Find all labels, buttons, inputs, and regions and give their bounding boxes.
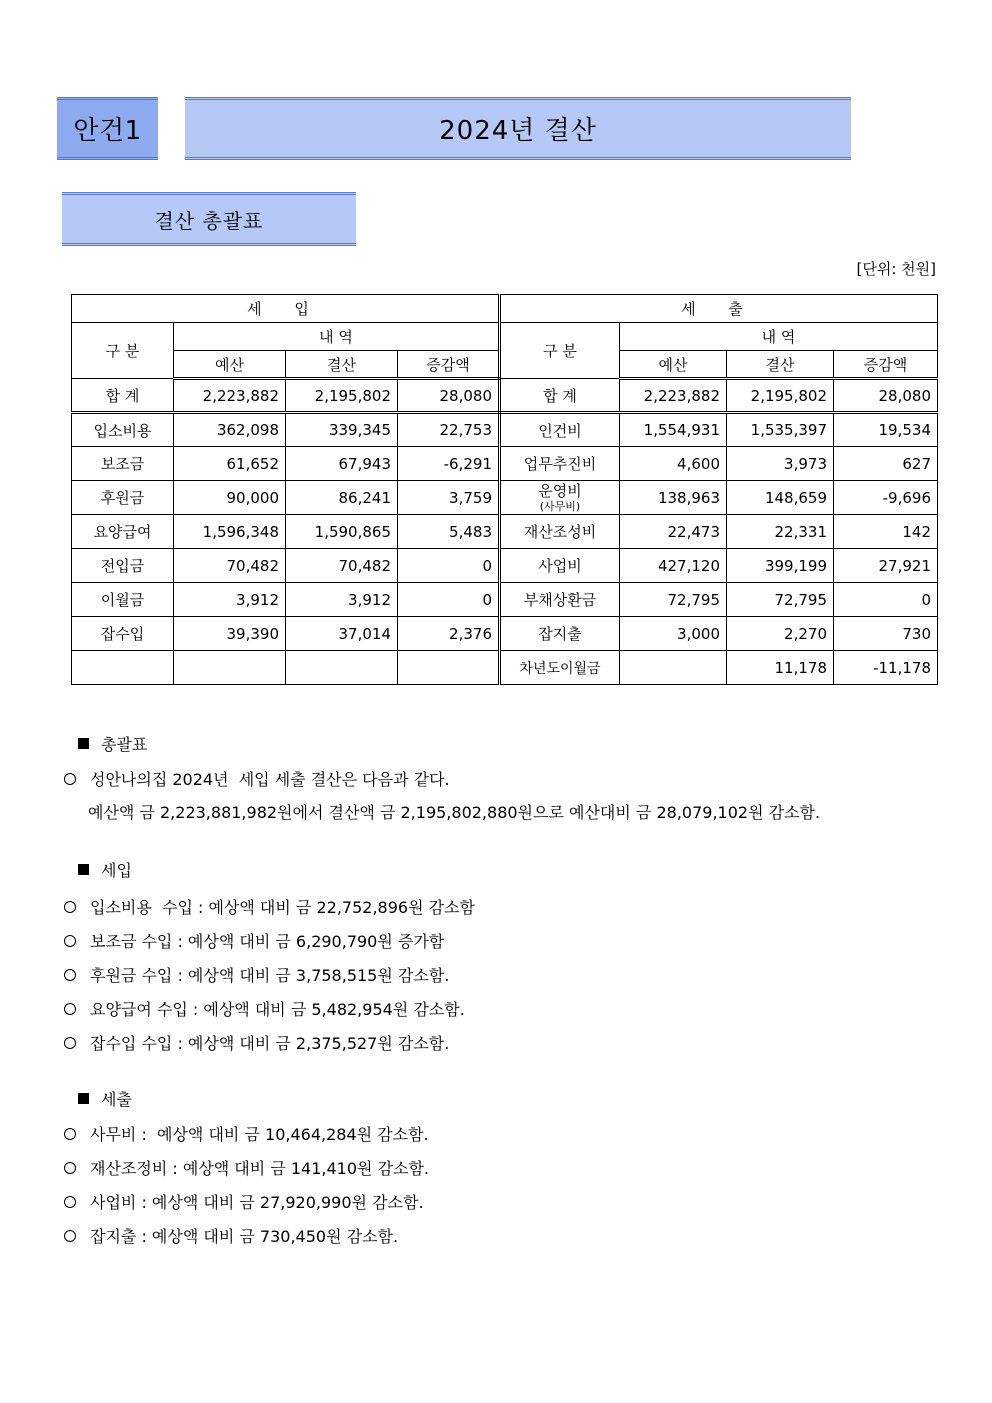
income-budget xyxy=(174,651,286,685)
expense-budget: 3,000 xyxy=(620,617,727,651)
income-diff: 22,753 xyxy=(398,413,500,447)
expense-settlement-header: 결산 xyxy=(727,351,834,379)
expense-diff-header: 증감액 xyxy=(834,351,938,379)
settlement-summary-table xyxy=(71,294,938,685)
expense-diff: -9,696 xyxy=(834,481,938,515)
income-item-name: 보조금 xyxy=(72,447,174,481)
expense-budget: 1,554,931 xyxy=(620,413,727,447)
expense-budget: 72,795 xyxy=(620,583,727,617)
square-bullet-icon xyxy=(78,1093,89,1104)
expense-settlement: 11,178 xyxy=(727,651,834,685)
expense-note-item-text: 잡지출 : 예상액 대비 금 730,450원 감소함. xyxy=(90,1227,399,1246)
income-settlement: 3,912 xyxy=(286,583,398,617)
income-note-item-text: 요양급여 수입 : 예상액 대비 금 5,482,954원 감소함. xyxy=(90,1000,465,1019)
expense-diff: -11,178 xyxy=(834,651,938,685)
expense-budget xyxy=(620,651,727,685)
income-note-item xyxy=(64,997,465,1020)
income-settlement: 37,014 xyxy=(286,617,398,651)
expense-item-label: 운영비 xyxy=(538,481,582,500)
circle-bullet-icon xyxy=(64,1128,76,1140)
circle-bullet-icon xyxy=(64,1230,76,1242)
total-row xyxy=(72,379,938,413)
table-row xyxy=(72,515,938,549)
income-budget-header: 예산 xyxy=(174,351,286,379)
expense-budget: 138,963 xyxy=(620,481,727,515)
income-category-header: 구 분 xyxy=(72,323,174,379)
income-budget: 2,223,882 xyxy=(174,379,286,413)
document-title-text: 2024년 결산 xyxy=(439,116,597,146)
expense-note-item xyxy=(64,1122,429,1145)
income-settlement: 67,943 xyxy=(286,447,398,481)
summary-heading xyxy=(78,732,147,755)
expense-settlement: 2,270 xyxy=(727,617,834,651)
expense-item-name: 사업비 xyxy=(500,549,620,583)
income-settlement xyxy=(286,651,398,685)
income-item-name: 전입금 xyxy=(72,549,174,583)
table-row xyxy=(72,413,938,447)
expense-heading xyxy=(78,1087,132,1110)
expense-settlement: 148,659 xyxy=(727,481,834,515)
income-note-item xyxy=(64,929,444,952)
expense-budget: 2,223,882 xyxy=(620,379,727,413)
income-heading-text: 세입 xyxy=(101,861,132,880)
summary-line-1-text: 성안나의집 2024년 세입 세출 결산은 다음과 같다. xyxy=(90,770,450,789)
income-item-name: 잡수입 xyxy=(72,617,174,651)
income-heading xyxy=(78,858,132,881)
expense-item-name: 합 계 xyxy=(500,379,620,413)
expense-budget: 427,120 xyxy=(620,549,727,583)
circle-bullet-icon xyxy=(64,773,76,785)
table-row xyxy=(72,617,938,651)
summary-heading-text: 총괄표 xyxy=(101,735,148,754)
income-diff: -6,291 xyxy=(398,447,500,481)
expense-item-name: 업무추진비 xyxy=(500,447,620,481)
expense-item-name xyxy=(500,481,620,515)
income-diff: 5,483 xyxy=(398,515,500,549)
circle-bullet-icon xyxy=(64,1162,76,1174)
expense-note-item-text: 재산조정비 : 예상액 대비 금 141,410원 감소함. xyxy=(90,1159,429,1178)
income-details-header: 내 역 xyxy=(174,323,500,351)
expense-diff: 0 xyxy=(834,583,938,617)
income-settlement: 2,195,802 xyxy=(286,379,398,413)
section-title-text: 결산 총괄표 xyxy=(154,208,264,233)
expense-heading-text: 세출 xyxy=(101,1090,132,1109)
income-settlement: 70,482 xyxy=(286,549,398,583)
expense-budget: 4,600 xyxy=(620,447,727,481)
circle-bullet-icon xyxy=(64,901,76,913)
income-diff xyxy=(398,651,500,685)
income-diff: 0 xyxy=(398,549,500,583)
expense-diff: 19,534 xyxy=(834,413,938,447)
circle-bullet-icon xyxy=(64,1196,76,1208)
income-budget: 90,000 xyxy=(174,481,286,515)
income-note-item xyxy=(64,895,475,918)
income-note-item-text: 보조금 수입 : 예상액 대비 금 6,290,790원 증가함 xyxy=(90,932,445,951)
income-item-name: 이월금 xyxy=(72,583,174,617)
expense-item-name: 인건비 xyxy=(500,413,620,447)
income-settlement: 339,345 xyxy=(286,413,398,447)
expense-diff: 627 xyxy=(834,447,938,481)
expense-note-item xyxy=(64,1190,424,1213)
agenda-label xyxy=(57,97,158,160)
table-row xyxy=(72,447,938,481)
income-diff-header: 증감액 xyxy=(398,351,500,379)
income-item-name: 합 계 xyxy=(72,379,174,413)
expense-budget: 22,473 xyxy=(620,515,727,549)
expense-item-name: 차년도이월금 xyxy=(500,651,620,685)
circle-bullet-icon xyxy=(64,935,76,947)
summary-line-1 xyxy=(64,767,450,790)
expense-category-header: 구 분 xyxy=(500,323,620,379)
income-note-item xyxy=(64,1031,449,1054)
income-budget: 3,912 xyxy=(174,583,286,617)
expense-item-name: 재산조성비 xyxy=(500,515,620,549)
expense-budget-header: 예산 xyxy=(620,351,727,379)
income-diff: 0 xyxy=(398,583,500,617)
income-item-name: 후원금 xyxy=(72,481,174,515)
circle-bullet-icon xyxy=(64,969,76,981)
expense-settlement: 2,195,802 xyxy=(727,379,834,413)
expense-settlement: 399,199 xyxy=(727,549,834,583)
income-header-text: 세 입 xyxy=(247,300,323,318)
income-diff: 28,080 xyxy=(398,379,500,413)
expense-note-item-text: 사업비 : 예상액 대비 금 27,920,990원 감소함. xyxy=(90,1193,424,1212)
income-note-item-text: 잡수입 수입 : 예상액 대비 금 2,375,527원 감소함. xyxy=(90,1034,450,1053)
income-item-name: 요양급여 xyxy=(72,515,174,549)
expense-details-header: 내 역 xyxy=(620,323,938,351)
table-row xyxy=(72,651,938,685)
income-settlement-header: 결산 xyxy=(286,351,398,379)
circle-bullet-icon xyxy=(64,1003,76,1015)
table-row xyxy=(72,549,938,583)
expense-note-item xyxy=(64,1224,398,1247)
unit-label: [단위: 천원] xyxy=(856,260,936,278)
income-note-item-text: 입소비용 수입 : 예상액 대비 금 22,752,896원 감소함 xyxy=(90,898,475,917)
income-item-name: 입소비용 xyxy=(72,413,174,447)
income-budget: 61,652 xyxy=(174,447,286,481)
expense-item-sublabel: (사무비) xyxy=(539,499,581,513)
expense-diff: 27,921 xyxy=(834,549,938,583)
income-note-item xyxy=(64,963,449,986)
income-budget: 1,596,348 xyxy=(174,515,286,549)
section-title xyxy=(62,192,356,246)
income-budget: 362,098 xyxy=(174,413,286,447)
expense-item-name: 부채상환금 xyxy=(500,583,620,617)
income-diff: 2,376 xyxy=(398,617,500,651)
expense-diff: 730 xyxy=(834,617,938,651)
expense-settlement: 22,331 xyxy=(727,515,834,549)
summary-line-2: 예산액 금 2,223,881,982원에서 결산액 금 2,195,802,880원으로 예산대비 금 28,079,102원 감소함. xyxy=(88,803,821,822)
expense-note-item-text: 사무비 : 예상액 대비 금 10,464,284원 감소함. xyxy=(90,1125,429,1144)
income-item-name xyxy=(72,651,174,685)
income-note-item-text: 후원금 수입 : 예상액 대비 금 3,758,515원 감소함. xyxy=(90,966,450,985)
income-settlement: 86,241 xyxy=(286,481,398,515)
document-title xyxy=(185,97,851,160)
income-settlement: 1,590,865 xyxy=(286,515,398,549)
expense-settlement: 3,973 xyxy=(727,447,834,481)
income-budget: 70,482 xyxy=(174,549,286,583)
agenda-label-text: 안건1 xyxy=(73,116,142,146)
circle-bullet-icon xyxy=(64,1037,76,1049)
income-diff: 3,759 xyxy=(398,481,500,515)
expense-item-name: 잡지출 xyxy=(500,617,620,651)
income-header xyxy=(72,295,500,323)
expense-settlement: 1,535,397 xyxy=(727,413,834,447)
table-row xyxy=(72,481,938,515)
square-bullet-icon xyxy=(78,738,89,749)
square-bullet-icon xyxy=(78,864,89,875)
expense-note-item xyxy=(64,1156,429,1179)
expense-header-text: 세 출 xyxy=(681,300,757,318)
expense-header xyxy=(500,295,938,323)
expense-settlement: 72,795 xyxy=(727,583,834,617)
expense-diff: 142 xyxy=(834,515,938,549)
expense-diff: 28,080 xyxy=(834,379,938,413)
table-row xyxy=(72,583,938,617)
income-budget: 39,390 xyxy=(174,617,286,651)
